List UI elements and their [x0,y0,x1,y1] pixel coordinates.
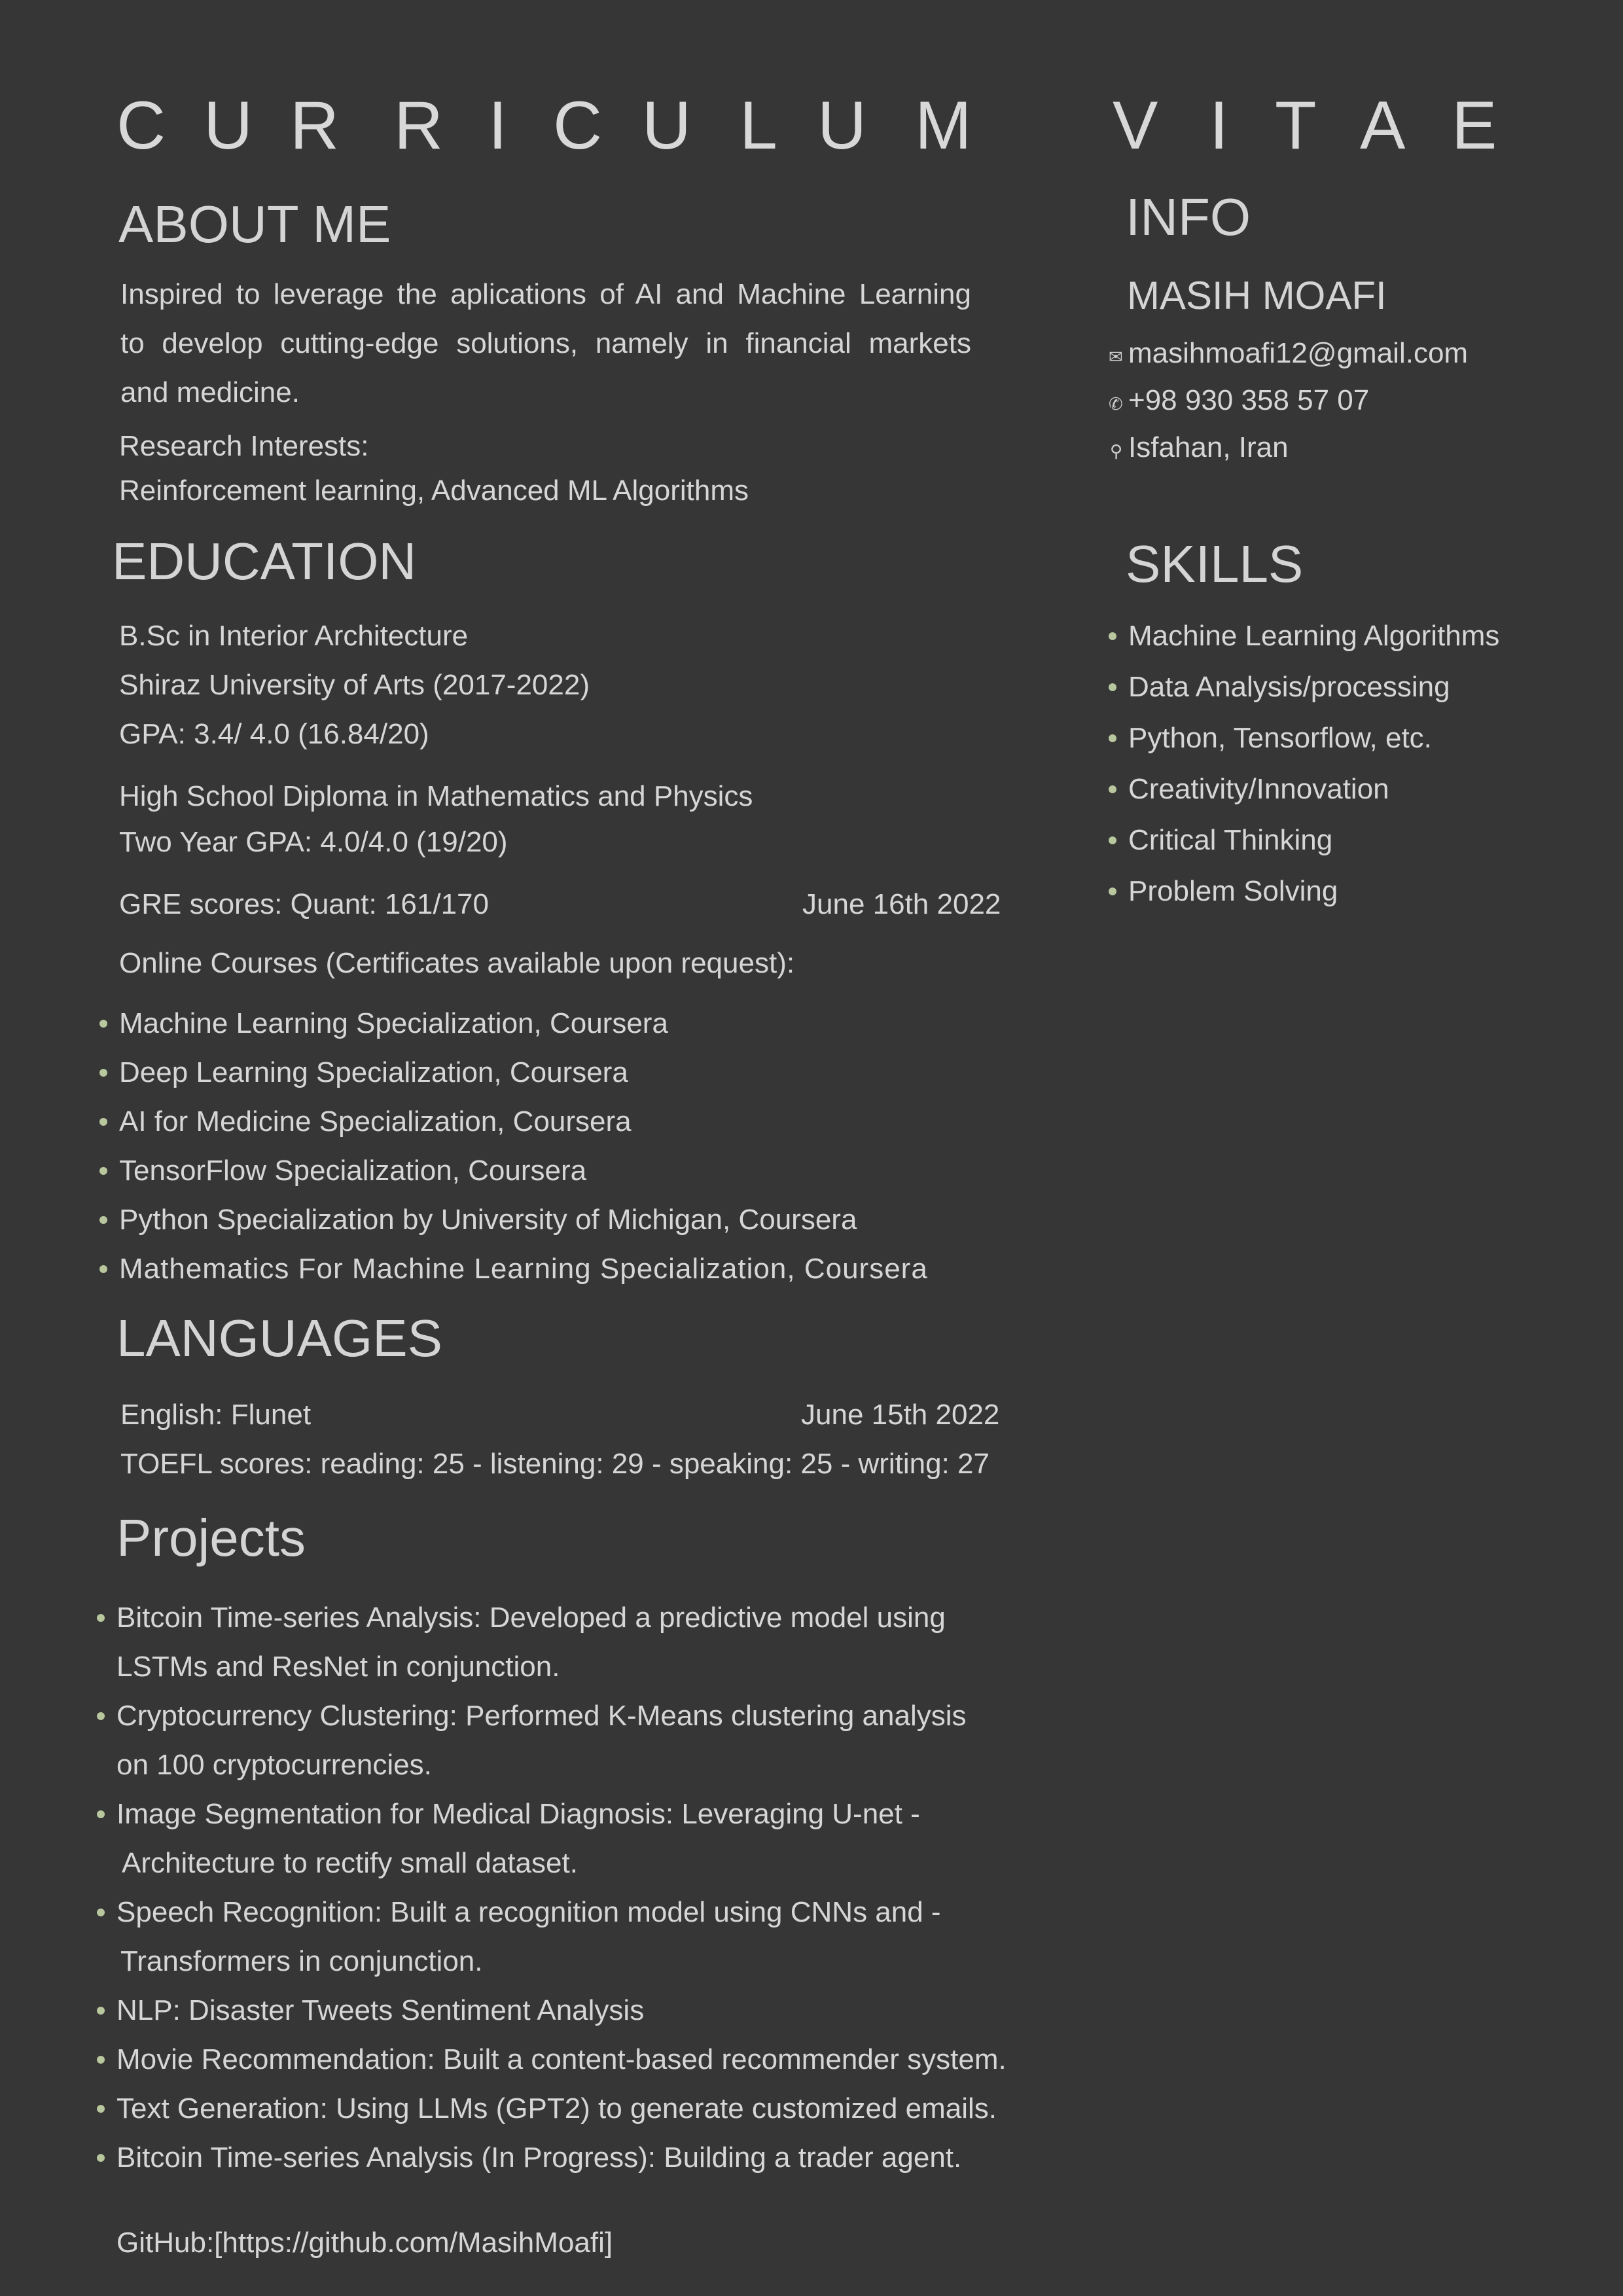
info-heading: INFO [1126,188,1251,246]
about-heading: ABOUT ME [118,195,391,253]
title-letter: C [553,88,603,164]
projects-heading: Projects [116,1509,306,1567]
education-heading: EDUCATION [112,532,417,590]
title-letter: I [1209,88,1228,164]
diploma-gpa: Two Year GPA: 4.0/4.0 (19/20) [119,826,508,858]
title-letter: I [488,88,507,164]
gre-date: June 16th 2022 [802,888,1001,920]
project-item: Bitcoin Time-series Analysis: Developed a predictive model using [116,1602,946,1634]
title-letter: E [1452,88,1497,164]
project-item-cont: Architecture to rectify small dataset. [122,1847,578,1879]
skill-item: Python, Tensorflow, etc. [1128,722,1432,754]
course-item: Deep Learning Specialization, Coursera [119,1056,628,1088]
mail-icon: ✉ [1109,347,1123,367]
location-pin-icon: ⚲ [1110,441,1123,461]
skill-item: Data Analysis/processing [1128,671,1450,703]
gre-scores: GRE scores: Quant: 161/170 [119,888,489,920]
title-letter: M [915,88,972,164]
title-letter: R [290,88,340,164]
title-letter: V [1113,88,1158,164]
toefl-scores: TOEFL scores: reading: 25 - listening: 29 - speaking: 25 - writing: 27 [120,1448,990,1480]
person-name: MASIH MOAFI [1127,274,1387,317]
github-link[interactable]: GitHub:[https://github.com/MasihMoafi] [116,2227,613,2259]
course-item: TensorFlow Specialization, Coursera [119,1155,587,1187]
toefl-date: June 15th 2022 [801,1399,1000,1431]
skill-item: Machine Learning Algorithms [1128,620,1500,652]
diploma: High School Diploma in Mathematics and Physics [119,780,753,812]
about-line: Inspired to leverage the aplications of AI and Machine Learning [120,278,971,310]
project-item: Image Segmentation for Medical Diagnosis: Leveraging U-net - [116,1798,920,1830]
skills-heading: SKILLS [1126,535,1304,593]
about-line: and medicine. [120,376,300,408]
courses-label: Online Courses (Certificates available upon request): [119,947,795,979]
research-value: Reinforcement learning, Advanced ML Algorithms [119,475,749,507]
project-item: Text Generation: Using LLMs (GPT2) to generate customized emails. [116,2092,997,2125]
project-item: Cryptocurrency Clustering: Performed K-Means clustering analysis [116,1700,967,1732]
phone-icon: ✆ [1109,394,1123,414]
project-item-cont: on 100 cryptocurrencies. [116,1749,432,1781]
about-line: to develop cutting-edge solutions, namely in financial markets [120,327,971,359]
degree: B.Sc in Interior Architecture [119,620,469,652]
gpa: GPA: 3.4/ 4.0 (16.84/20) [119,718,429,750]
project-item: Bitcoin Time-series Analysis (In Progress): Building a trader agent. [116,2142,962,2174]
project-item: Movie Recommendation: Built a content-based recommender system. [116,2043,1007,2075]
course-item: AI for Medicine Specialization, Coursera [119,1105,632,1138]
languages-heading: LANGUAGES [116,1309,442,1367]
location: Isfahan, Iran [1128,431,1289,463]
title-letter: L [740,88,777,164]
title-letter: U [642,88,692,164]
course-item: Mathematics For Machine Learning Specialization, Coursera [119,1253,928,1285]
research-label: Research Interests: [119,430,369,462]
university: Shiraz University of Arts (2017-2022) [119,669,590,701]
project-item: NLP: Disaster Tweets Sentiment Analysis [116,1994,645,2026]
project-item: Speech Recognition: Built a recognition model using CNNs and - [116,1896,941,1928]
title-letter: C [116,88,166,164]
project-item-cont: Transformers in conjunction. [120,1945,483,1977]
email[interactable]: masihmoafi12@gmail.com [1128,337,1469,369]
title-letter: U [817,88,867,164]
phone[interactable]: +98 930 358 57 07 [1128,384,1370,416]
title-letter: T [1275,88,1317,164]
course-item: Python Specialization by University of Michigan, Coursera [119,1204,857,1236]
title-letter: R [394,88,444,164]
title-letter: A [1360,88,1406,164]
project-item-cont: LSTMs and ResNet in conjunction. [116,1651,560,1683]
skill-item: Problem Solving [1128,875,1338,907]
course-item: Machine Learning Specialization, Coursera [119,1007,668,1039]
title-letter: U [204,88,253,164]
skill-item: Critical Thinking [1128,824,1333,856]
english-level: English: Flunet [120,1399,312,1431]
skill-item: Creativity/Innovation [1128,773,1389,805]
